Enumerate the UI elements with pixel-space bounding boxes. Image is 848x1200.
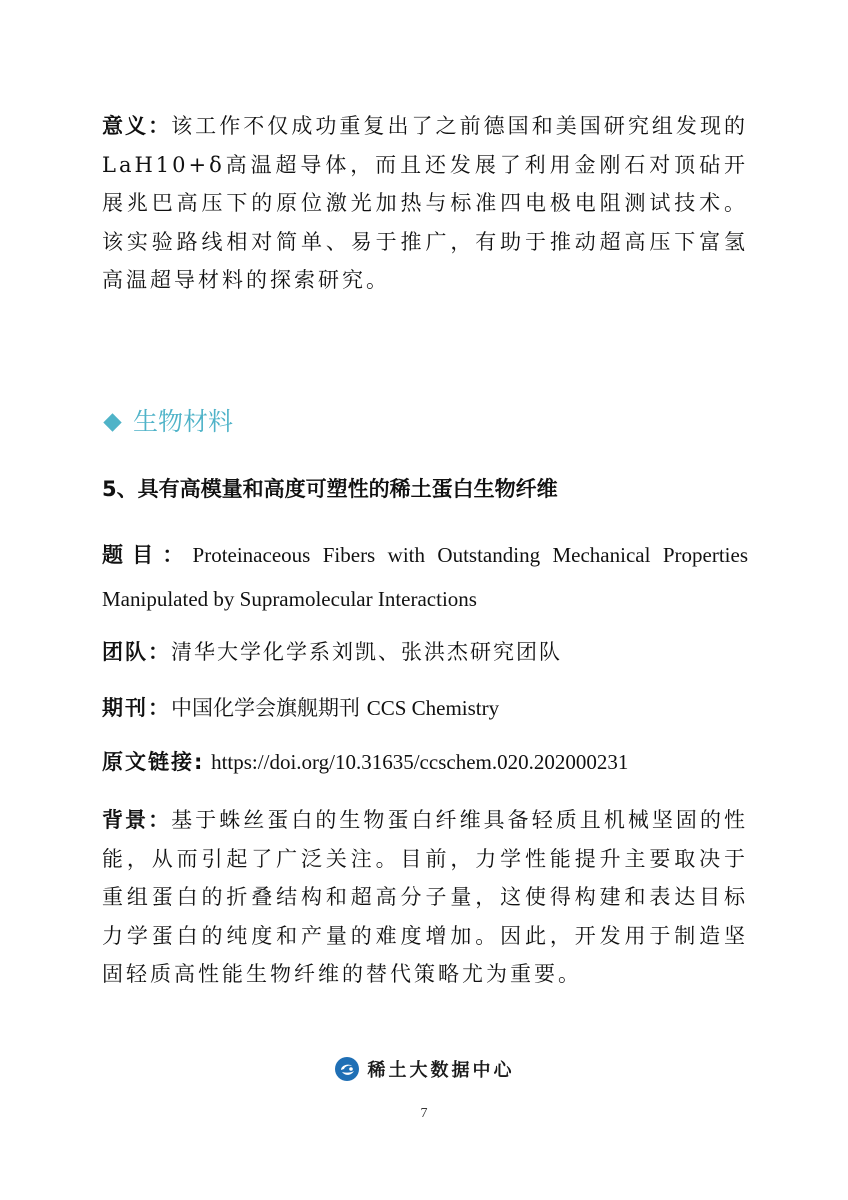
background-text: 基于蛛丝蛋白的生物蛋白纤维具备轻质且机械坚固的性能，从而引起了广泛关注。目前，力学性能提升主要取决于重组蛋白的折叠结构和超高分子量，这使得构建和表达目标力学蛋白的纯度和产量的难度增加。因此，开发用于制造坚固轻质高性能生物纤维的替代策略尤为重要。 [102, 808, 749, 986]
section-heading-text: 生物材料 [133, 407, 234, 436]
diamond-bullet-icon [103, 413, 121, 431]
link-line [102, 747, 748, 777]
significance-label: 意义： [102, 114, 172, 138]
paper-title-paragraph [102, 533, 748, 621]
journal-name: CCS Chemistry [366, 696, 500, 720]
journal-label: 期刊： [102, 696, 171, 720]
significance-text: 该工作不仅成功重复出了之前德国和美国研究组发现的LaH10+δ高温超导体，而且还发展了利用金刚石对顶砧开展兆巴高压下的原位激光加热与标准四电极电阻测试技术。该实验路线相对简单、易于推广，有助于推动超高压下富氢高温超导材料的探索研究。 [102, 114, 749, 292]
background-paragraph [102, 801, 748, 994]
significance-paragraph [102, 107, 748, 300]
page-number: 7 [420, 1106, 428, 1121]
team-label: 团队： [102, 640, 171, 664]
footer [0, 1056, 848, 1082]
team-line [102, 637, 748, 667]
footer-brand: 稀土大数据中心 [367, 1060, 515, 1081]
link-label: 原文链接: [102, 750, 205, 774]
article-title: 5、具有高模量和高度可塑性的稀土蛋白生物纤维 [102, 477, 558, 501]
paper-title-value: Proteinaceous Fibers with Outstanding Mechanical Properties Manipulated by Supramolecular Interactions [102, 543, 749, 611]
paper-title-label: 题目： [102, 543, 193, 567]
section-heading [104, 404, 233, 440]
journal-prefix: 中国化学会旗舰期刊 [171, 696, 360, 720]
team-value: 清华大学化学系刘凯、张洪杰研究团队 [171, 640, 562, 664]
rare-earth-logo-icon [334, 1056, 360, 1082]
background-label: 背景： [102, 808, 172, 832]
doi-link[interactable]: https://doi.org/10.31635/ccschem.020.202000231 [211, 750, 629, 774]
journal-line [102, 693, 748, 723]
